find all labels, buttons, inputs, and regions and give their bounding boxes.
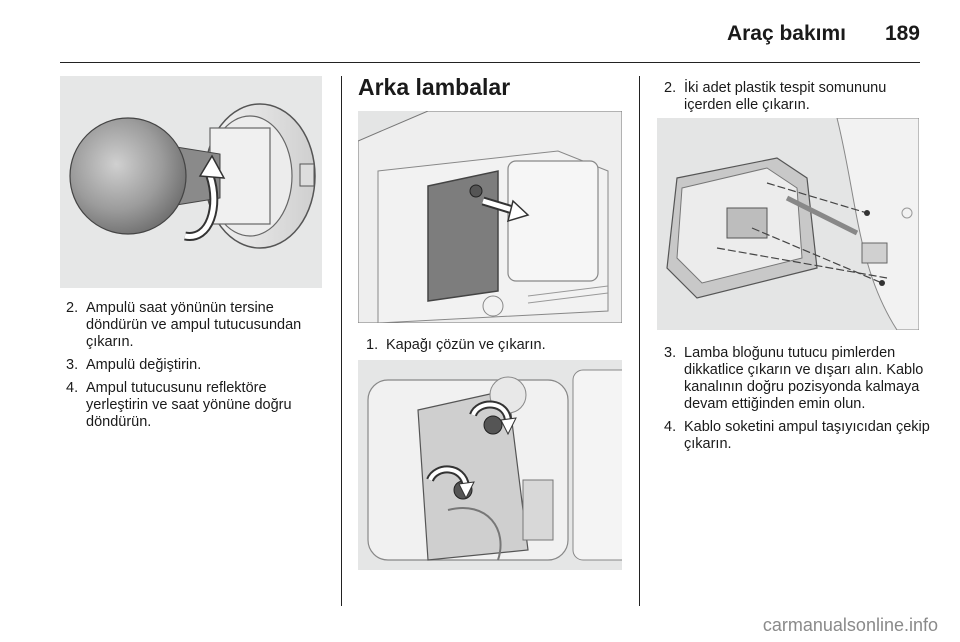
right-steps-list-bottom (664, 345, 934, 459)
step-number: 3. (664, 345, 677, 361)
chapter-title: Araç bakımı (726, 22, 846, 45)
lamp-block-removal-illustration (657, 118, 919, 330)
step-number: 2. (664, 80, 677, 96)
column-divider-left (341, 76, 342, 606)
step-text: Ampulü saat yönünün tersine döndürün ve ampul tutucusundan çıkarın. (86, 300, 302, 350)
header-rule (60, 62, 920, 63)
trunk-cover-illustration (358, 111, 622, 323)
middle-steps-list (366, 337, 628, 360)
step-text: Ampulü değiştirin. (86, 357, 202, 373)
step-number: 4. (66, 380, 79, 396)
step-text: Ampul tutucusunu reflektöre yerleştirin ve saat yönüne doğru döndürün. (86, 380, 292, 430)
watermark: carmanualsonline.info (762, 615, 938, 635)
right-steps-list-top (664, 80, 926, 120)
bulb-removal-illustration (60, 76, 322, 288)
list-item (66, 357, 328, 374)
lamp-nuts-drawing (358, 360, 622, 570)
lamp-nuts-illustration (358, 360, 622, 570)
list-item (664, 80, 926, 114)
list-item (664, 345, 934, 413)
lamp-block-drawing (657, 118, 919, 330)
step-number: 4. (664, 419, 677, 435)
bulb-drawing (60, 76, 322, 288)
list-item (664, 419, 934, 453)
step-text: Kapağı çözün ve çıkarın. (386, 337, 546, 353)
page-number: 189 (884, 22, 920, 45)
step-number: 3. (66, 357, 79, 373)
list-item (66, 300, 328, 351)
section-title: Arka lambalar (358, 74, 511, 100)
list-item (366, 337, 628, 354)
list-item (66, 380, 328, 431)
column-divider-right (639, 76, 640, 606)
step-number: 2. (66, 300, 79, 316)
trunk-drawing (358, 111, 622, 323)
step-text: Kablo soketini ampul taşıyıcıdan çekip çıkarın. (684, 419, 930, 452)
step-number: 1. (366, 337, 379, 353)
left-steps-list (66, 300, 328, 437)
step-text: Lamba bloğunu tutucu pimlerden dikkatlice çıkarın ve dışarı alın. Kablo kanalının doğru pozisyonda kalmaya devam ettiğinden emin olun. (684, 345, 924, 412)
step-text: İki adet plastik tespit somununu içerden elle çıkarın. (684, 80, 887, 113)
